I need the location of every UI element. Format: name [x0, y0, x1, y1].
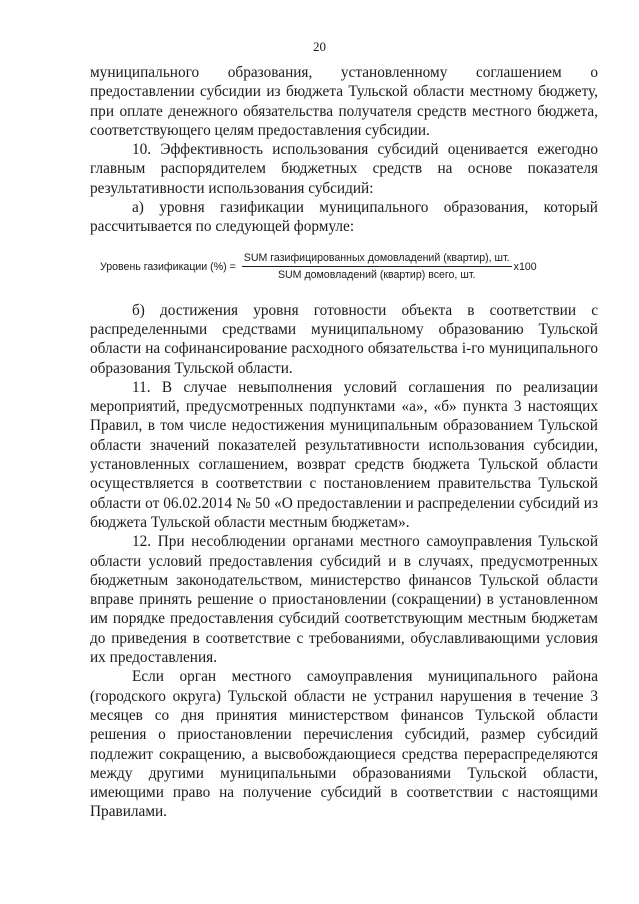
paragraph-10: 10. Эффективность использования субсидий оценивается ежегодно главным распорядителем бюджетных средств на основе показателя результативности использования субсидий:	[90, 141, 598, 197]
paragraph-10b: б) достижения уровня готовности объекта в соответствии с распределенными средствами муниципальному образованию Тульской области на софинансирование расходного обязательства i-го муниципального образования Тульской области.	[90, 301, 598, 377]
formula-numerator: SUM газифицированных домовладений (квартир), шт.	[242, 252, 512, 267]
paragraph-10a: а) уровня газификации муниципального образования, который рассчитывается по следующей формуле:	[90, 199, 598, 236]
paragraph-11: 11. В случае невыполнения условий соглашения по реализации мероприятий, предусмотренных подпунктами «а», «б» пункта 3 настоящих Правил, в том числе недостижения муниципальным образованием Тульской области значений показателей результативности использования субсидии, установленных соглашением, возврат средств бюджета Тульской области осуществляется в соответствии с постановлением правительства Тульской области от 06.02.2014 № 50 «О предоставлении и распределении субсидий из бюджета Тульской области местным бюджетам».	[90, 378, 598, 531]
paragraph-continuation: муниципального образования, установленному соглашением о предоставлении субсидии из бюджета Тульской области местному бюджету, при оплате денежного обязательства получателя средств местного бюджета, соответствующего целям предоставления субсидии.	[90, 64, 598, 139]
formula-label: Уровень газификации (%) =	[100, 260, 236, 273]
page-number: 20	[313, 39, 326, 54]
paragraph-12: 12. При несоблюдении органами местного самоуправления Тульской области условий предоставления субсидий и в случаях, предусмотренных бюджетным законодательством, министерство финансов Тульской области вправе принять решение о приостановлении (сокращении) в установленном им порядке предоставления субсидий соответствующим местным бюджетам до приведения в соответствие с требованиями, обуславливающими условия их предоставления.	[90, 533, 598, 667]
formula-denominator: SUM домовладений (квартир) всего, шт.	[277, 269, 476, 282]
document-body	[90, 63, 598, 822]
formula-fraction	[242, 252, 512, 281]
formula-multiplier: x100	[513, 260, 537, 273]
paragraph-12-continued: Если орган местного самоуправления муниципального района (городского округа) Тульской области не устранил нарушения в течение 3 месяцев со дня принятия министерством финансов Тульской области решения о приостановлении перечисления субсидий, размер субсидий подлежит сокращению, а высвобождающиеся средства перераспределяются между другими муниципальными образованиями Тульской области, имеющими право на получение субсидий в соответствии с настоящими Правилами.	[90, 668, 598, 821]
gasification-formula	[100, 247, 598, 287]
